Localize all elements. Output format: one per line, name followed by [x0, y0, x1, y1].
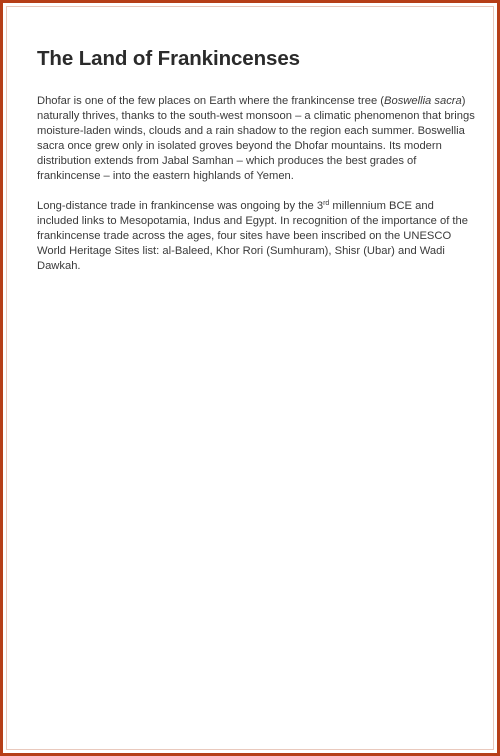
paragraph-2: [37, 199, 477, 274]
species-name: Boswellia sacra: [384, 95, 462, 107]
paragraph-2-text-b: millennium BCE and included links to Mesopotamia, Indus and Egypt. In recognition of the importance of the frankincense trade across the ages, four sites have been inscribed on the UNESCO World Heritage Sites list: al-Baleed, Khor Rori (Sumhuram), Shisr (Ubar) and Wadi Dawkah.: [37, 199, 468, 272]
paragraph-1-text-a: Dhofar is one of the few places on Earth where the frankincense tree (: [37, 95, 385, 107]
paragraph-1: [37, 94, 477, 185]
document-title: The Land of Frankincenses: [37, 47, 300, 70]
ordinal-superscript: rd: [323, 199, 330, 207]
paragraph-1-text-b: ) naturally thrives, thanks to the south-west monsoon – a climatic phenomenon that brings moisture-laden winds, clouds and a rain shadow to the region each summer. Boswellia sacra once grew only in isolated groves beyond the Dhofar mountains. Its modern distribution extends from Jabal Samhan – which produces the best grades of frankincense – into the eastern highlands of Yemen.: [37, 95, 475, 183]
document-content: [37, 45, 477, 274]
paragraph-2-text-a: Long-distance trade in frankincense was ongoing by the 3: [37, 199, 324, 212]
